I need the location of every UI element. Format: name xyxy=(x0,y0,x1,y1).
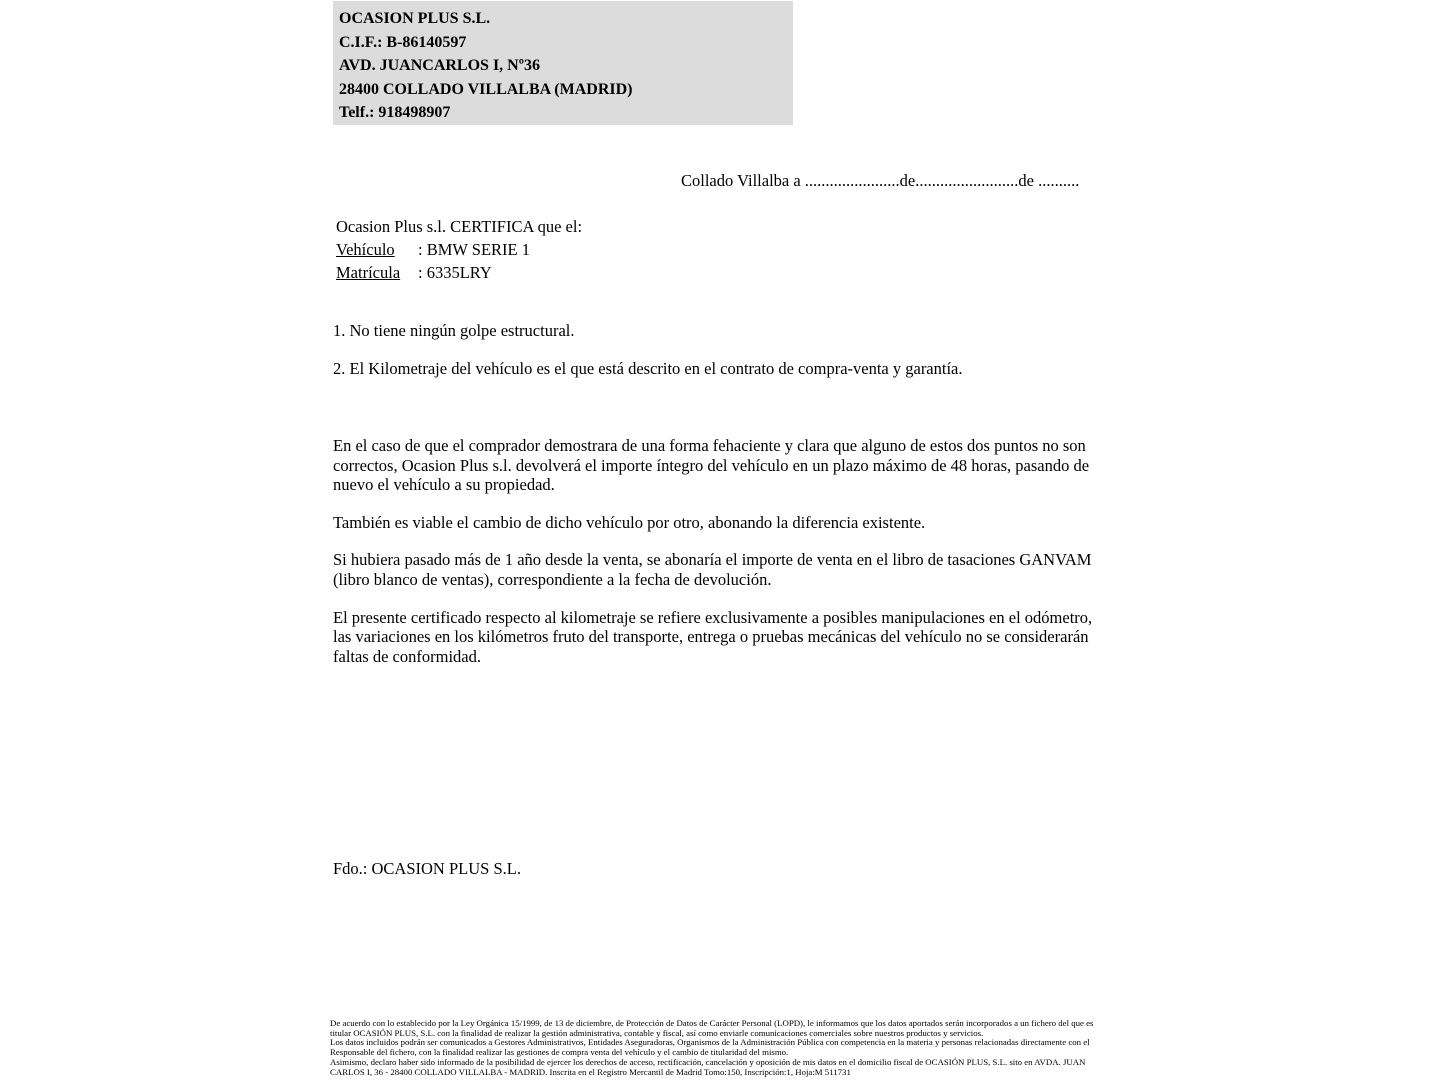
paragraph-exchange: También es viable el cambio de dicho vehículo por otro, abonando la diferencia existente. xyxy=(333,512,926,532)
company-address: AVD. JUANCARLOS I, Nº36 xyxy=(339,57,541,75)
company-header-box xyxy=(333,1,793,125)
plate-row xyxy=(336,261,582,284)
legal-paragraph-data-sharing: Los datos incluidos podrán ser comunicados a Gestores Administrativos, Entidades Aseguradoras, Organismos de la Administración Pública con competencia en la materia y personas relacionadas directamente con el Responsable del fichero, con la finalidad realizar las gestiones de compra venta del vehículo y el cambio de titularidad del mismo. xyxy=(330,1037,1090,1058)
date-line: Collado Villalba a .......................de.........................de .......... xyxy=(681,171,1080,190)
company-phone: Telf.: 918498907 xyxy=(339,104,451,122)
paragraph-odometer: El presente certificado respecto al kilometraje se refiere exclusivamente a posibles manipulaciones en el odómetro, las variaciones en los kilómetros fruto del transporte, entrega o pruebas mecánicas del vehículo no se considerarán faltas de conformidad. xyxy=(333,607,1093,666)
company-cif: C.I.F.: B-86140597 xyxy=(339,33,467,51)
signature-line: Fdo.: OCASION PLUS S.L. xyxy=(333,859,521,878)
legal-footer xyxy=(330,1019,1102,1077)
legal-paragraph-rights: Asimismo, declaro haber sido informado de la posibilidad de ejercer los derechos de acceso, rectificación, cancelación y oposición de mis datos en el domicilio fiscal de OCASIÓN PLUS, S.L. sito en AVDA. JUAN CARLOS I, 36 - 28400 COLLADO VILLALBA - MADRID. Inscrita en el Registro Mercantil de Madrid Tomo:150, Inscripción:1, Hoja:M 511731 xyxy=(330,1056,1086,1077)
vehicle-label: Vehículo xyxy=(336,240,395,259)
body-paragraphs xyxy=(333,436,1103,684)
certified-points xyxy=(333,321,1103,397)
point-2: 2. El Kilometraje del vehículo es el que está descrito en el contrato de compra-venta y garantía. xyxy=(333,359,963,379)
point-1: 1. No tiene ningún golpe estructural. xyxy=(333,321,575,340)
vehicle-row xyxy=(336,238,582,261)
certification-block xyxy=(336,215,582,284)
paragraph-refund: En el caso de que el comprador demostrara de una forma fehaciente y clara que alguno de estos dos puntos no son correctos, Ocasion Plus s.l. devolverá el importe íntegro del vehículo en un plazo máximo de 48 horas, pasando de nuevo el vehículo a su propiedad. xyxy=(333,436,1090,495)
legal-paragraph-lopd: De acuerdo con lo establecido por la Ley Orgánica 15/1999, de 13 de diciembre, de Protección de Datos de Carácter Personal (LOPD), le informamos que los datos aportados serán incorporados a un fichero del que es titular OCASIÓN PLUS, S.L. con la finalidad de realizar la gestión administrativa, contable y fiscal, así como enviarle comunicaciones comerciales sobre nuestros productos y servicios. xyxy=(330,1018,1094,1038)
plate-label: Matrícula xyxy=(336,263,401,282)
certify-intro: Ocasion Plus s.l. CERTIFICA que el: xyxy=(336,217,583,236)
company-name: OCASION PLUS S.L. xyxy=(339,10,491,27)
plate-value: : 6335LRY xyxy=(418,263,492,282)
company-city: 28400 COLLADO VILLALBA (MADRID) xyxy=(339,80,633,98)
vehicle-value: : BMW SERIE 1 xyxy=(418,240,530,259)
paragraph-ganvam: Si hubiera pasado más de 1 año desde la venta, se abonaría el importe de venta en el libro de tasaciones GANVAM (libro blanco de ventas), correspondiente a la fecha de devolución. xyxy=(333,550,1092,589)
